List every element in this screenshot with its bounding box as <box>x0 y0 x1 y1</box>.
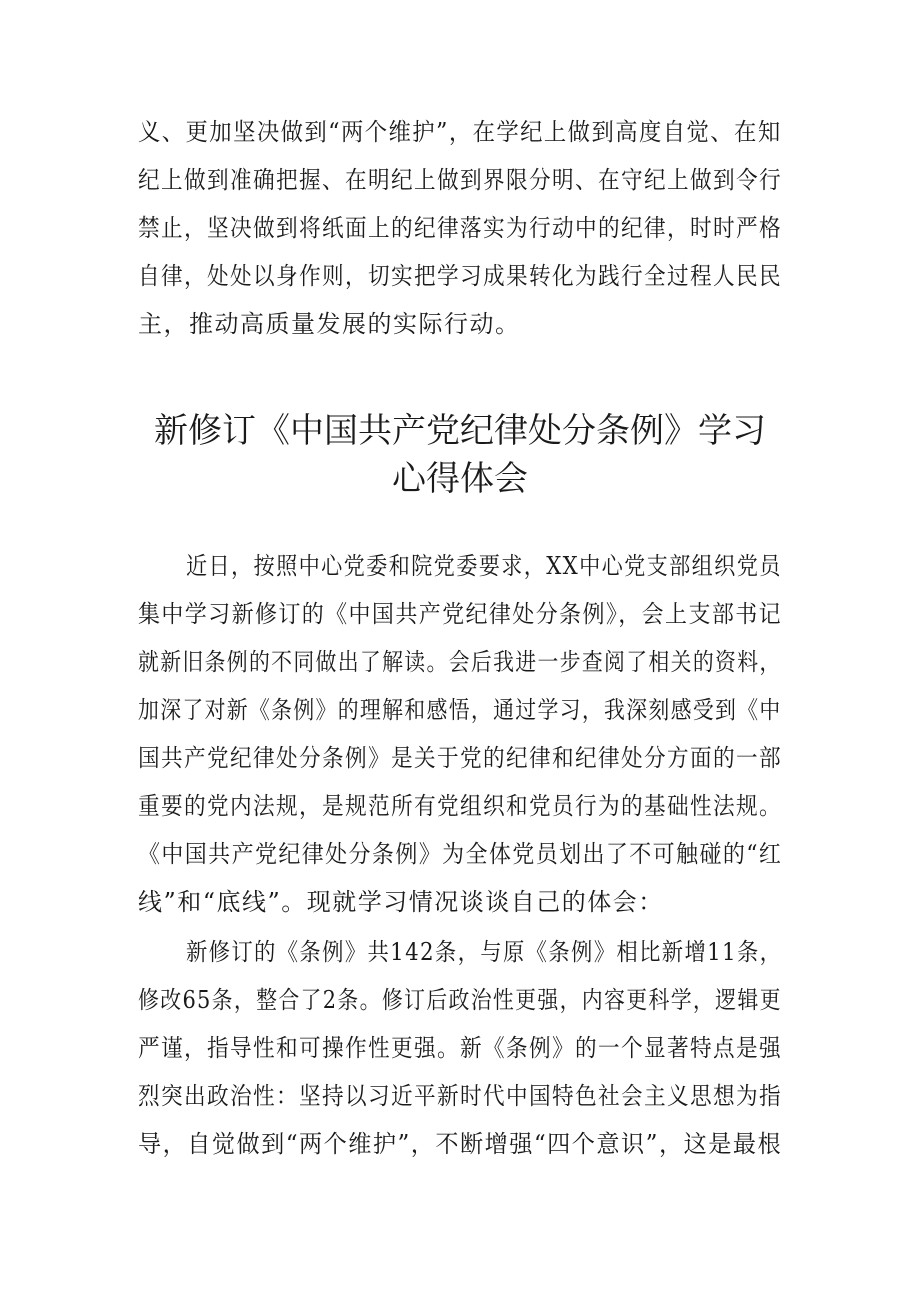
document-title-line-1: 新修订《中国共产党纪律处分条例》学习 <box>154 411 766 451</box>
paragraph-line: 导，自觉做到“两个维护”，不断增强“四个意识”，这是最根 <box>138 1130 783 1158</box>
paragraph-line: 重要的党内法规，是规范所有党组织和党员行为的基础性法规。 <box>138 792 783 820</box>
continuation-line: 义、更加坚决做到“两个维护”，在学纪上做到高度自觉、在知 <box>138 118 782 146</box>
paragraph-line: 烈突出政治性：坚持以习近平新时代中国特色社会主义思想为指 <box>138 1082 783 1110</box>
paragraph-line: 加深了对新《条例》的理解和感悟，通过学习，我深刻感受到《中 <box>138 696 782 724</box>
continuation-line: 禁止，坚决做到将纸面上的纪律落实为行动中的纪律，时时严格 <box>138 214 783 242</box>
paragraph-line: 《中国共产党纪律处分条例》为全体党员划出了不可触碰的“红 <box>138 840 783 868</box>
paragraph-line: 线”和“底线”。现就学习情况谈谈自己的体会： <box>138 888 664 916</box>
document-title-line-2: 心得体会 <box>392 459 528 499</box>
paragraph-line: 近日，按照中心党委和院党委要求，XX中心党支部组织党员 <box>186 552 782 580</box>
paragraph-line: 严谨，指导性和可操作性更强。新《条例》的一个显著特点是强 <box>138 1034 783 1062</box>
paragraph-line: 国共产党纪律处分条例》是关于党的纪律和纪律处分方面的一部 <box>138 744 783 772</box>
continuation-line: 自律，处处以身作则，切实把学习成果转化为践行全过程人民民 <box>138 262 783 290</box>
paragraph-line: 修改65条，整合了2条。修订后政治性更强，内容更科学，逻辑更 <box>138 986 782 1014</box>
paragraph-line: 就新旧条例的不同做出了解读。会后我进一步查阅了相关的资料， <box>138 648 782 676</box>
paragraph-line: 新修订的《条例》共142条，与原《条例》相比新增11条， <box>186 938 783 966</box>
continuation-line: 纪上做到准确把握、在明纪上做到界限分明、在守纪上做到令行 <box>138 166 783 194</box>
continuation-line: 主，推动高质量发展的实际行动。 <box>138 310 521 338</box>
paragraph-line: 集中学习新修订的《中国共产党纪律处分条例》，会上支部书记 <box>138 600 783 628</box>
